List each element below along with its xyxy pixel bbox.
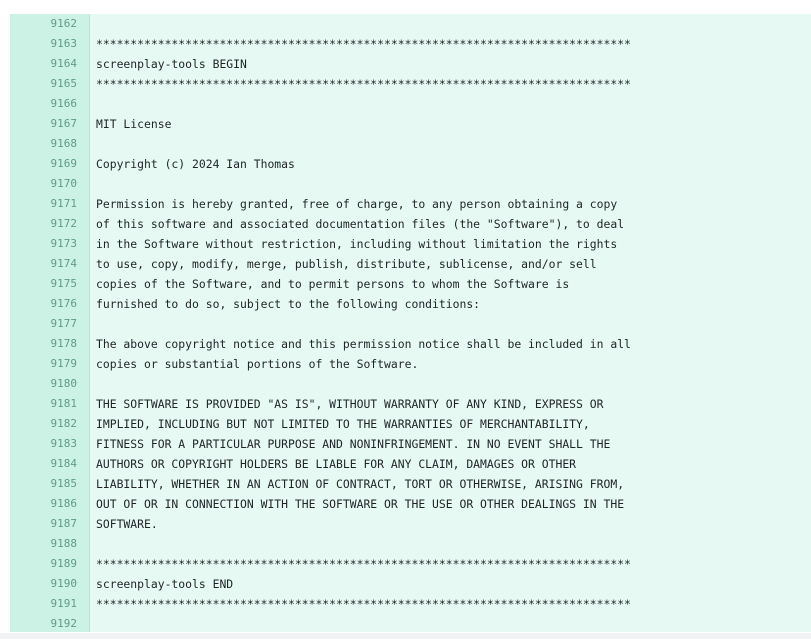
diff-line[interactable] — [10, 154, 811, 174]
line-content: of this software and associated documentation files (the "Software"), to deal — [96, 217, 625, 231]
diff-line[interactable] — [10, 514, 811, 534]
line-number[interactable]: 9182 — [50, 417, 77, 430]
diff-line[interactable] — [10, 234, 811, 254]
line-content: ****************************************************************************** — [96, 557, 631, 571]
diff-line[interactable] — [10, 54, 811, 74]
diff-line[interactable] — [10, 114, 811, 134]
diff-line[interactable] — [10, 274, 811, 294]
line-number[interactable]: 9192 — [50, 617, 77, 630]
line-content: IMPLIED, INCLUDING BUT NOT LIMITED TO THE WARRANTIES OF MERCHANTABILITY, — [96, 417, 590, 431]
line-content: The above copyright notice and this permission notice shall be included in all — [96, 337, 631, 351]
line-number[interactable]: 9171 — [50, 197, 77, 210]
line-number[interactable]: 9185 — [50, 477, 77, 490]
line-number[interactable]: 9184 — [50, 457, 77, 470]
diff-line[interactable] — [10, 374, 811, 394]
diff-line[interactable] — [10, 334, 811, 354]
diff-line[interactable] — [10, 454, 811, 474]
line-content: SOFTWARE. — [96, 517, 158, 531]
line-number[interactable]: 9172 — [50, 217, 77, 230]
diff-line[interactable] — [10, 314, 811, 334]
line-content: LIABILITY, WHETHER IN AN ACTION OF CONTRACT, TORT OR OTHERWISE, ARISING FROM, — [96, 477, 625, 491]
diff-line[interactable] — [10, 194, 811, 214]
diff-line[interactable] — [10, 594, 811, 614]
diff-line[interactable] — [10, 554, 811, 574]
diff-line[interactable] — [10, 94, 811, 114]
line-content: furnished to do so, subject to the following conditions: — [96, 297, 481, 311]
diff-line[interactable] — [10, 74, 811, 94]
line-number[interactable]: 9167 — [50, 117, 77, 130]
diff-line[interactable] — [10, 134, 811, 154]
line-number[interactable]: 9180 — [50, 377, 77, 390]
line-number[interactable]: 9168 — [50, 137, 77, 150]
line-content: FITNESS FOR A PARTICULAR PURPOSE AND NONINFRINGEMENT. IN NO EVENT SHALL THE — [96, 437, 611, 451]
line-number[interactable]: 9178 — [50, 337, 77, 350]
diff-line[interactable] — [10, 394, 811, 414]
diff-line[interactable] — [10, 34, 811, 54]
line-number[interactable]: 9164 — [50, 57, 77, 70]
line-number[interactable]: 9173 — [50, 237, 77, 250]
diff-line[interactable] — [10, 474, 811, 494]
line-content: copies or substantial portions of the Software. — [96, 357, 419, 371]
line-content: copies of the Software, and to permit persons to whom the Software is — [96, 277, 570, 291]
diff-line[interactable] — [10, 534, 811, 554]
diff-line[interactable] — [10, 614, 811, 632]
line-number[interactable]: 9187 — [50, 517, 77, 530]
line-number[interactable]: 9179 — [50, 357, 77, 370]
diff-line[interactable] — [10, 574, 811, 594]
diff-line[interactable] — [10, 414, 811, 434]
line-content: Permission is hereby granted, free of charge, to any person obtaining a copy — [96, 197, 618, 211]
diff-view — [10, 14, 811, 632]
line-content: Copyright (c) 2024 Ian Thomas — [96, 157, 295, 171]
line-number[interactable]: 9177 — [50, 317, 77, 330]
line-number[interactable]: 9162 — [50, 17, 77, 30]
line-number[interactable]: 9163 — [50, 37, 77, 50]
line-content: MIT License — [96, 117, 172, 131]
line-content: to use, copy, modify, merge, publish, distribute, sublicense, and/or sell — [96, 257, 597, 271]
line-content: ****************************************************************************** — [96, 77, 631, 91]
diff-line[interactable] — [10, 354, 811, 374]
line-number[interactable]: 9166 — [50, 97, 77, 110]
line-number[interactable]: 9165 — [50, 77, 77, 90]
diff-line[interactable] — [10, 434, 811, 454]
horizontal-scrollbar-track[interactable] — [0, 633, 811, 639]
diff-line[interactable] — [10, 214, 811, 234]
line-number[interactable]: 9188 — [50, 537, 77, 550]
line-content: ****************************************************************************** — [96, 37, 631, 51]
line-content: in the Software without restriction, including without limitation the rights — [96, 237, 618, 251]
line-number[interactable]: 9169 — [50, 157, 77, 170]
line-number[interactable]: 9191 — [50, 597, 77, 610]
line-number[interactable]: 9175 — [50, 277, 77, 290]
line-content: AUTHORS OR COPYRIGHT HOLDERS BE LIABLE FOR ANY CLAIM, DAMAGES OR OTHER — [96, 457, 577, 471]
diff-line[interactable] — [10, 174, 811, 194]
line-number[interactable]: 9189 — [50, 557, 77, 570]
diff-lines — [10, 14, 811, 632]
line-content: screenplay-tools END — [96, 577, 234, 591]
line-content: THE SOFTWARE IS PROVIDED "AS IS", WITHOUT WARRANTY OF ANY KIND, EXPRESS OR — [96, 397, 604, 411]
line-number[interactable]: 9190 — [50, 577, 77, 590]
diff-line[interactable] — [10, 494, 811, 514]
line-number[interactable]: 9183 — [50, 437, 77, 450]
line-number[interactable]: 9174 — [50, 257, 77, 270]
diff-line[interactable] — [10, 294, 811, 314]
line-content: OUT OF OR IN CONNECTION WITH THE SOFTWARE OR THE USE OR OTHER DEALINGS IN THE — [96, 497, 625, 511]
diff-line[interactable] — [10, 254, 811, 274]
line-number[interactable]: 9176 — [50, 297, 77, 310]
line-number[interactable]: 9181 — [50, 397, 77, 410]
line-content: ****************************************************************************** — [96, 597, 631, 611]
line-content: screenplay-tools BEGIN — [96, 57, 247, 71]
diff-line[interactable] — [10, 14, 811, 34]
line-number[interactable]: 9186 — [50, 497, 77, 510]
line-number[interactable]: 9170 — [50, 177, 77, 190]
